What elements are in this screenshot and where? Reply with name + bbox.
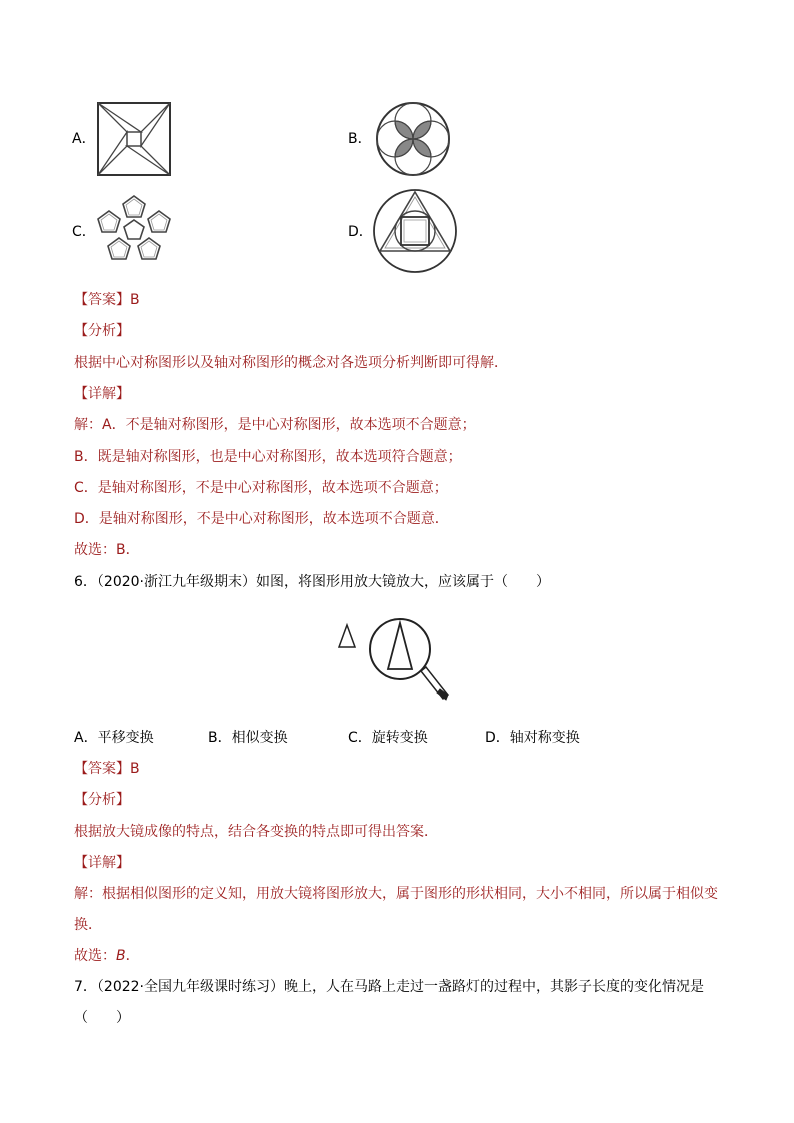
option-a[interactable]: A．平移变换 (74, 730, 154, 746)
figure-c-five-pentagons (96, 193, 172, 267)
detail-line: 换． (74, 917, 102, 933)
detail-line: C．是轴对称图形，不是中心对称图形，故本选项不合题意； (74, 480, 448, 496)
detail-line: B．既是轴对称图形，也是中心对称图形，故本选项符合题意； (74, 449, 462, 465)
figure-magnifier (336, 607, 456, 711)
answer-value: B (130, 761, 140, 777)
question-6-stem: 6．（2020·浙江九年级期末）如图，将图形用放大镜放大，应该属于（ ） (74, 574, 550, 590)
option-b[interactable]: B．相似变换 (208, 730, 288, 746)
option-a-label: A． (72, 131, 96, 147)
option-d[interactable]: D．轴对称变换 (485, 730, 580, 746)
figure-d-circle-triangle-square (372, 188, 458, 274)
question-6-options (74, 728, 580, 748)
choose-line: 故选：B． (74, 948, 140, 964)
question-7-stem: 7．（2022·全国九年级课时练习）晚上，人在马路上走过一盏路灯的过程中，其影子长度的变化情况是 (74, 979, 704, 995)
question-7-stem-cont: （ ） (74, 1010, 130, 1026)
detail-line: D．是轴对称图形，不是中心对称图形，故本选项不合题意． (74, 511, 449, 527)
detail-tag: 【详解】 (74, 386, 130, 402)
answer-row-q5 (74, 290, 140, 310)
figure-a-square-pinwheel (97, 102, 171, 176)
analysis-tag: 【分析】 (74, 792, 130, 808)
answer-tag: 【答案】 (74, 292, 130, 308)
option-d-label: D． (348, 224, 373, 240)
answer-value: B (130, 292, 140, 308)
figure-b-circle-four-petals (375, 101, 451, 177)
choose-value: B (116, 948, 126, 964)
option-b-label: B． (348, 131, 372, 147)
analysis-text: 根据中心对称图形以及轴对称图形的概念对各选项分析判断即可得解． (74, 355, 508, 371)
detail-line: 解：A．不是轴对称图形，是中心对称图形，故本选项不合题意； (74, 417, 476, 433)
option-c[interactable]: C．旋转变换 (348, 730, 428, 746)
analysis-tag: 【分析】 (74, 323, 130, 339)
detail-line: 解：根据相似图形的定义知，用放大镜将图形放大，属于图形的形状相同，大小不相同，所以属于相似变 (74, 886, 718, 902)
answer-row-q6 (74, 759, 140, 779)
option-c-label: C． (72, 224, 96, 240)
choose-line: 故选：B． (74, 542, 140, 558)
answer-tag: 【答案】 (74, 761, 130, 777)
analysis-text: 根据放大镜成像的特点，结合各变换的特点即可得出答案． (74, 824, 438, 840)
detail-tag: 【详解】 (74, 855, 130, 871)
